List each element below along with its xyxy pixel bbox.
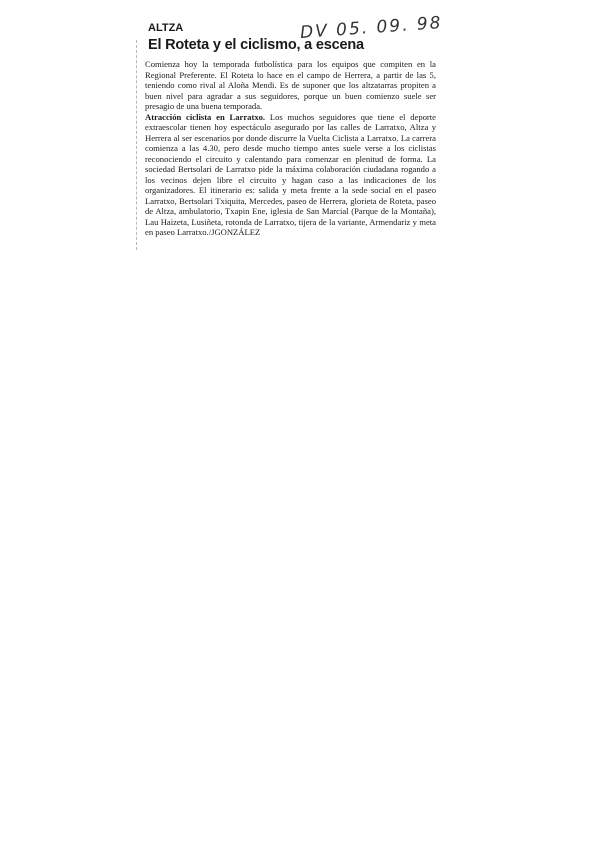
- paragraph-1: Comienza hoy la temporada futbolística para los equipos que compiten en la Regional Preferente. El Roteta lo hace en el campo de Herrera, a partir de las 5, teniendo como rival al Aloña Mendi. Es de suponer que los altzatarras propiten a buen nivel para agradar a sus seguidores, porque un buen comienzo suele ser presagio de una buena temporada.: [145, 59, 436, 111]
- newspaper-clipping: [138, 20, 436, 238]
- date-stamp: DV 05. 09. 98: [299, 13, 444, 43]
- paragraph-2-lead: Atracción ciclista en Larratxo.: [145, 111, 266, 122]
- paragraph-2-text: Los muchos seguidores que tiene el deporte extraescolar tienen hoy espectáculo asegurado por las calles de Larratxo, Altza y Herrera al ser escenarios por donde discurre la Vuelta Ciclista a Larratxo. La carrera comienza a las 4.30, pero desde mucho tiempo antes suele verse a los ciclistas reconociendo el circuito y calentando para comenzar en plenitud de forma. La sociedad Bertsolari de Larratxo pide la máxima colaboración ciudadana rogando a los vecinos dejen libre el circuito y hagan caso a las indicaciones de los organizadores. El itinerario es: salida y meta frente a la sede social en el paseo Larratxo, Bertsolari Txiquita, Mercedes, paseo de Herrera, glorieta de Roteta, paseo de Altza, ambulatorio, Txapin Ene, iglesia de San Marcial (Parque de la Montaña), Lau Haizeta, Lusiñeta, rotonda de Larratxo, tijera de la variante, Armendariz y meta en paseo Larratxo./JGONZÁLEZ: [145, 111, 436, 237]
- paragraph-2: [145, 112, 436, 238]
- headline: El Roteta y el ciclismo, a escena: [148, 37, 364, 53]
- section-label: ALTZA: [148, 22, 184, 34]
- article-body: [145, 59, 436, 238]
